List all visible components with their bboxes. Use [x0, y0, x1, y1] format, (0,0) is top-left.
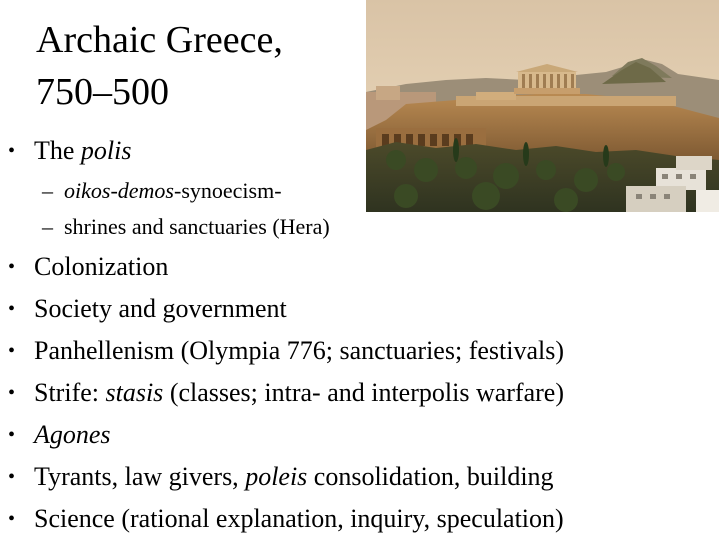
subbullet-item-shrines: [42, 214, 330, 240]
bullet-dot: •: [8, 340, 16, 362]
title-line-1: Archaic Greece,: [36, 19, 283, 61]
bullet-text-italic: poleis: [245, 462, 308, 491]
bullet-item-tyrants: [8, 462, 554, 492]
bullet-dot: •: [8, 508, 16, 530]
bullet-text-part: (classes; intra- and interpolis warfare): [163, 378, 564, 407]
bullet-text-part: The: [34, 136, 81, 165]
subbullet-dash: –: [42, 178, 53, 203]
bullet-text-part: Tyrants, law givers,: [34, 462, 246, 491]
bullet-text: Colonization: [34, 252, 169, 281]
bullet-text: [34, 462, 554, 491]
bullet-text-part: consolidation, building: [307, 462, 554, 491]
bullet-item-science: [8, 504, 564, 534]
bullet-text-italic: stasis: [105, 378, 164, 407]
bullet-item-strife: [8, 378, 564, 408]
bullet-dot: •: [8, 424, 16, 446]
subbullet-text-part: -: [110, 178, 118, 203]
bullet-dot: •: [8, 140, 16, 162]
bullet-text: [34, 136, 132, 165]
subbullet-dash: –: [42, 214, 53, 239]
bullet-text-part: Strife:: [34, 378, 106, 407]
bullet-item-society: [8, 294, 287, 324]
subbullet-item-oikos: [42, 178, 282, 204]
bullet-text-italic: Agones: [34, 420, 111, 449]
bullet-dot: •: [8, 382, 16, 404]
bullet-text: Science (rational explanation, inquiry, speculation): [34, 504, 564, 533]
title-line-2: 750–500: [36, 71, 169, 113]
bullet-item-agones: [8, 420, 111, 450]
subbullet-text: [64, 178, 282, 203]
bullet-item-panhellenism: [8, 336, 564, 366]
bullet-item-polis: [8, 136, 132, 166]
bullet-text: Panhellenism (Olympia 776; sanctuaries; festivals): [34, 336, 564, 365]
subbullet-text-italic: oikos: [64, 178, 111, 203]
bullet-dot: •: [8, 466, 16, 488]
bullet-item-colonization: [8, 252, 169, 282]
subbullet-text: shrines and sanctuaries (Hera): [64, 214, 330, 239]
bullet-text-italic: polis: [80, 136, 132, 165]
bullet-text: [34, 378, 564, 407]
bullet-dot: •: [8, 256, 16, 278]
bullet-dot: •: [8, 298, 16, 320]
subbullet-text-part: -synoecism-: [174, 178, 282, 203]
bullet-text: Society and government: [34, 294, 287, 323]
subbullet-text-italic: demos: [117, 178, 174, 203]
